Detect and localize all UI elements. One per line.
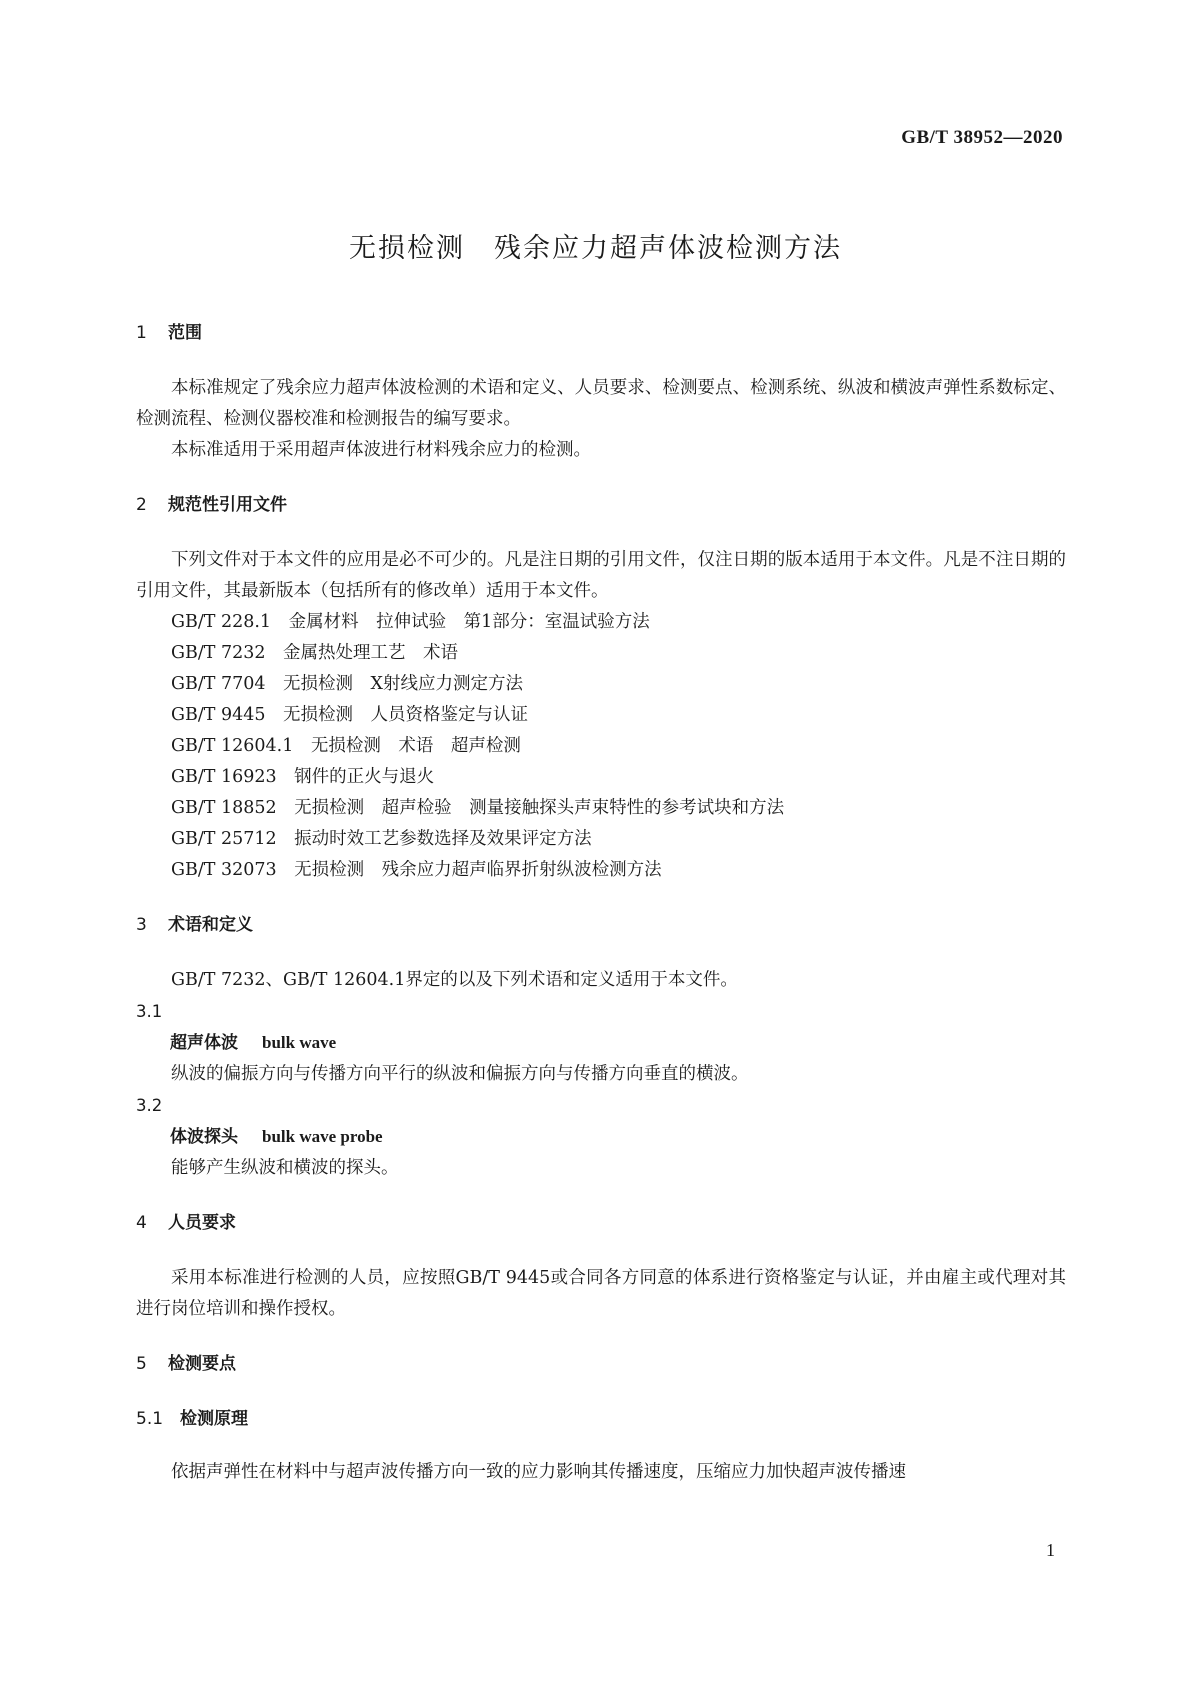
section-number: 1 [136,323,147,343]
section-title: 术语和定义 [168,915,253,935]
section-number: 2 [136,495,147,515]
scope-paragraph-1: 本标准规定了残余应力超声体波检测的术语和定义、人员要求、检测要点、检测系统、纵波和横波声弹性系数标定、检测流程、检测仪器校准和检测报告的编写要求。 [136,378,1066,429]
references-intro: 下列文件对于本文件的应用是必不可少的。凡是注日期的引用文件，仅注日期的版本适用于本文件。凡是不注日期的引用文件，其最新版本（包括所有的修改单）适用于本文件。 [136,550,1066,601]
section-heading-4 [136,1208,1066,1239]
term-name-zh: 体波探头 [170,1127,238,1147]
subsection-number: 5.1 [136,1409,164,1429]
section-number: 5 [136,1354,147,1374]
section-number: 4 [136,1213,147,1233]
subsection-heading-5-1 [136,1404,1066,1435]
principle-paragraph: 依据声弹性在材料中与超声波传播方向一致的应力影响其传播速度，压缩应力加快超声波传播速 [171,1462,906,1482]
section-heading-5 [136,1349,1066,1380]
reference-item: GB/T 25712 振动时效工艺参数选择及效果评定方法 [171,829,592,849]
term-number: 3.2 [136,1096,163,1115]
term-name-en: bulk wave [262,1033,337,1052]
term-number: 3.1 [136,1002,163,1021]
section-title: 人员要求 [168,1213,236,1233]
personnel-paragraph: 采用本标准进行检测的人员，应按照GB/T 9445或合同各方同意的体系进行资格鉴定与认证，并由雇主或代理对其进行岗位培训和操作授权。 [136,1268,1066,1319]
page-number: 1 [1046,1540,1055,1560]
term-definition: 纵波的偏振方向与传播方向平行的纵波和偏振方向与传播方向垂直的横波。 [171,1064,749,1084]
section-heading-2 [136,490,1066,521]
reference-item: GB/T 12604.1 无损检测 术语 超声检测 [171,736,521,756]
reference-item: GB/T 32073 无损检测 残余应力超声临界折射纵波检测方法 [171,860,662,880]
subsection-title: 检测原理 [180,1409,248,1429]
term-name-zh: 超声体波 [170,1033,238,1053]
reference-item: GB/T 9445 无损检测 人员资格鉴定与认证 [171,705,529,725]
section-title: 范围 [168,323,202,343]
standard-code: GB/T 38952—2020 [901,127,1063,148]
reference-item: GB/T 228.1 金属材料 拉伸试验 第1部分：室温试验方法 [171,612,650,632]
section-heading-1 [136,318,1066,349]
reference-item: GB/T 18852 无损检测 超声检验 测量接触探头声束特性的参考试块和方法 [171,798,785,818]
section-title: 规范性引用文件 [168,495,287,515]
term-definition: 能够产生纵波和横波的探头。 [171,1158,399,1178]
term-name-en: bulk wave probe [262,1127,383,1146]
section-heading-3 [136,910,1066,941]
term-name [136,1027,1066,1059]
terms-intro: GB/T 7232、GB/T 12604.1界定的以及下列术语和定义适用于本文件。 [171,970,738,990]
scope-paragraph-2: 本标准适用于采用超声体波进行材料残余应力的检测。 [171,440,591,460]
section-number: 3 [136,915,147,935]
reference-item: GB/T 7232 金属热处理工艺 术语 [171,643,459,663]
reference-item: GB/T 16923 钢件的正火与退火 [171,767,435,787]
document-body [136,318,1066,1488]
section-title: 检测要点 [168,1354,236,1374]
reference-item: GB/T 7704 无损检测 X射线应力测定方法 [171,674,523,694]
term-name [136,1121,1066,1153]
document-title: 无损检测 残余应力超声体波检测方法 [349,233,842,264]
